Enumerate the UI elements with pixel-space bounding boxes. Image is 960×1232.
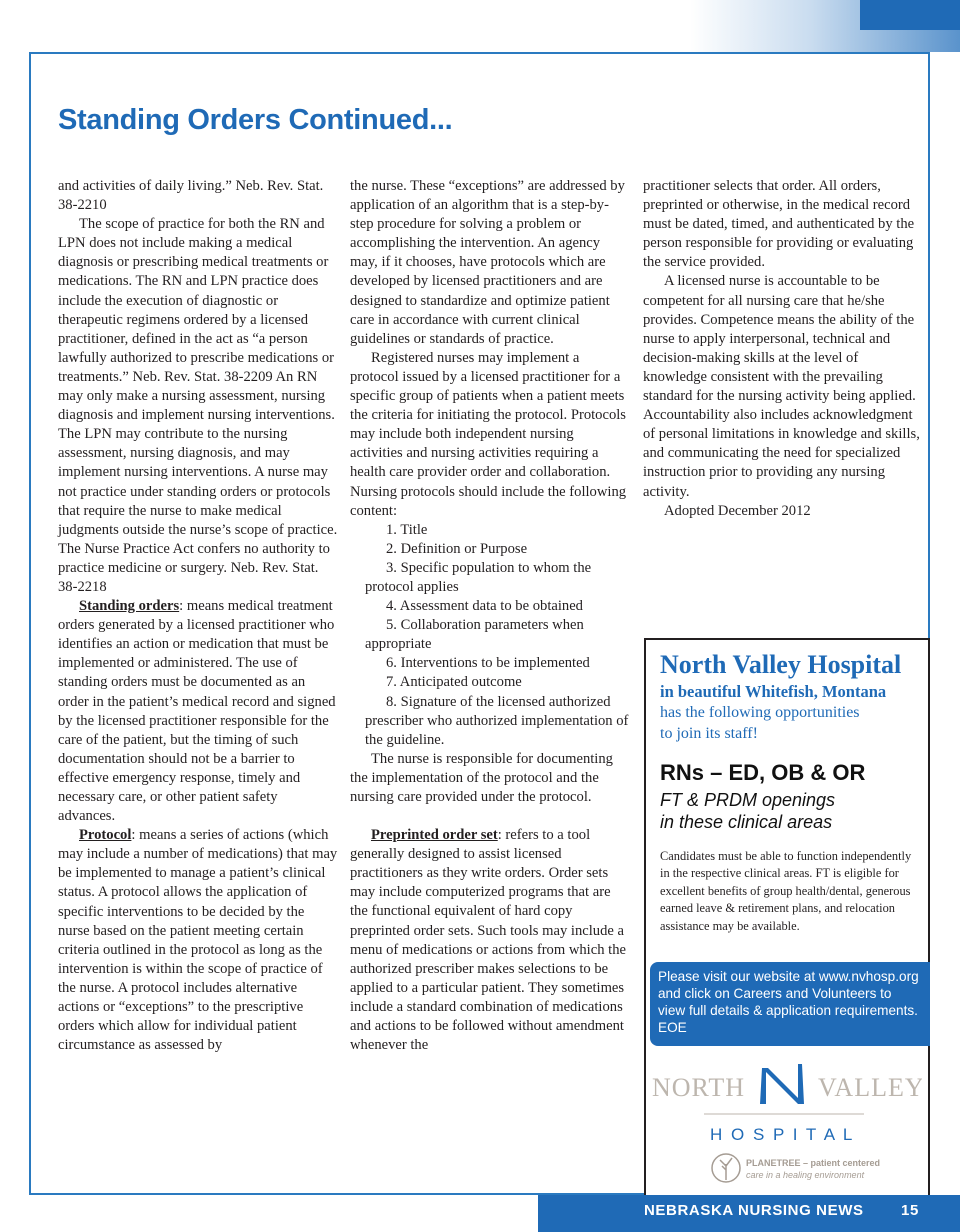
paragraph: the nurse. These “exceptions” are addressed by application of an algorithm that is a step-by-step procedure for solving a problem or accomplishing the intervention. An agency may, if it chooses, have protocols which are developed by licensed practitioners and are designed to standardize and optimize patient care in accordance with current clinical guidelines or standards of practice. [350,178,625,347]
list-item [350,616,630,654]
definition-protocol [58,826,338,1055]
page-number: 15 [901,1202,919,1219]
definition-text: : refers to a tool generally designed to assist licensed practitioners as they write orders. Order sets may include computerized programs that are the functional equivalent of hard copy preprinted order sets. Such tools may include a menu of medications or actions from which the authorized prescriber makes selections to be applied to a particular patient. They sometimes include a standard combination of medications and actions to be followed without amendment whenever the [350,827,626,1054]
protocol-content-list [350,521,630,750]
page-title: Standing Orders Continued... [58,104,453,136]
article-column-1 [58,177,338,1055]
paragraph: The scope of practice for both the RN and LPN does not include making a medical diagnosis or prescribing medical treatments or medications. The RN and LPN practice does include the execution of diagnostic or therapeutic regimens ordered by a licensed practitioner, defined in the act as “a person lawfully authorized to prescribe medications or treatments.” Neb. Rev. Stat. 38-2209 An RN may only make a nursing assessment, nursing diagnosis and implement nursing interventions. The LPN may contribute to the nursing assessment, nursing diagnosis, and may implement nursing interventions. A nurse may not practice under standing orders or protocols that require the nurse to make medical judgments outside the nurse’s scope of practice. The Nurse Practice Act confers no authority to practice medicine or surgery. Neb. Rev. Stat. 38-2218 [58,216,338,595]
publication-title: NEBRASKA NURSING NEWS [644,1202,864,1219]
ad-title: North Valley Hospital [660,650,902,679]
logo-hospital-text: H O S P I T A L [710,1125,855,1144]
footer-bar [538,1195,960,1232]
top-corner-block [860,0,960,30]
list-item: 4. Assessment data to be obtained [386,598,583,615]
adoption-date: Adopted December 2012 [664,502,811,519]
list-item-text: 5. Collaboration parameters when appropriate [365,617,584,653]
logo-north-text: NORTH [652,1073,745,1102]
definition-standing-orders [58,597,338,826]
paragraph: A licensed nurse is accountable to be competent for all nursing care that he/she provides. Competence means the ability of the nurse to apply interpersonal, technical and decision-making skills at the level of knowledge consistent with the prevailing standard for the nursing activity being applied. Accountability also includes acknowledgment of personal limitations in knowledge and skills, and communicating the need for specialized instruction prior to providing any nursing activity. [643,273,920,500]
ad-openings: in these clinical areas [660,812,833,832]
north-valley-hospital-logo [652,1060,922,1190]
list-item-text: 6. Interventions to be implemented [386,655,590,672]
ad-tagline: has the following opportunities [660,704,860,721]
term-preprinted-order-set: Preprinted order set [371,827,498,844]
definition-preprinted-order-set [350,826,630,1055]
planetree-tagline: care in a healing environment [746,1170,865,1180]
list-item [350,654,630,673]
list-item: 7. Anticipated outcome [386,674,522,691]
list-item-text: 3. Specific population to whom the protocol applies [365,559,592,595]
list-item [350,693,630,750]
spacer [350,807,630,826]
list-item-text: 8. Signature of the licensed authorized prescriber who authorized implementation of the guideline. [365,693,629,748]
list-item: 2. Definition or Purpose [386,540,528,557]
definition-text: : means a series of actions (which may include a number of medications) that may be implemented to manage a patient’s clinical status. A protocol allows the application of specific interventions to be decided by the nurse based on the patient meeting certain criteria outlined in the protocol as long as the intervention is within the scope of practice of the nurse. A protocol includes alternative actions or “exceptions” to the prescriptive orders which allow for individual patient circumstance as assessed by [58,827,338,1054]
ad-subtitle: in beautiful Whitefish, Montana [660,682,887,701]
paragraph: The nurse is responsible for documenting the implementation of the protocol and the nursing care provided under the protocol. [350,750,613,805]
term-protocol: Protocol [79,827,132,844]
paragraph: practitioner selects that order. All orders, preprinted or otherwise, in the medical record must be dated, timed, and authenticated by the person responsible for providing or evaluating the service provided. [643,178,915,271]
list-item [350,559,630,597]
ad-website-callout: Please visit our website at www.nvhosp.org and click on Careers and Volunteers to view full details & application requirements. EOE [650,962,930,1046]
logo-valley-text: VALLEY [818,1073,922,1102]
job-advertisement [644,638,930,1198]
ad-body: Candidates must be able to function independently in the respective clinical areas. FT is eligible for excellent benefits of group health/dental, generous earned leave & retirement plans, and relocation assistance may be available. [660,849,912,933]
article-column-2 [350,177,630,1055]
article-column-3 [643,177,925,521]
ad-positions: RNs – ED, OB & OR [660,760,866,785]
ad-openings: FT & PRDM openings [660,790,836,810]
term-standing-orders: Standing orders [79,598,180,615]
ad-tagline: to join its staff! [660,725,758,742]
logo-n-mark [760,1064,804,1104]
paragraph: and activities of daily living.” Neb. Rev. Stat. 38-2210 [58,178,324,214]
list-item: 1. Title [386,521,428,538]
paragraph: Registered nurses may implement a protocol issued by a licensed practitioner for a specific group of patients when a patient meets the criteria for initiating the protocol. Protocols may include both independent nursing activities and nursing activities requiring a health care provider order and collaboration. Nursing protocols should include the following content: [350,349,627,519]
planetree-tagline: PLANETREE – patient centered [746,1158,881,1168]
definition-text: : means medical treatment orders generated by a licensed practitioner who identifies an action or medication that must be implemented or administered. The use of standing orders must be documented as an order in the patient’s medical record and signed by the licensed practitioner responsible for the care of the patient, but the timing of such documentation should not be a barrier to effective emergency response, timely and necessary care, or other patient safety advances. [58,598,336,825]
